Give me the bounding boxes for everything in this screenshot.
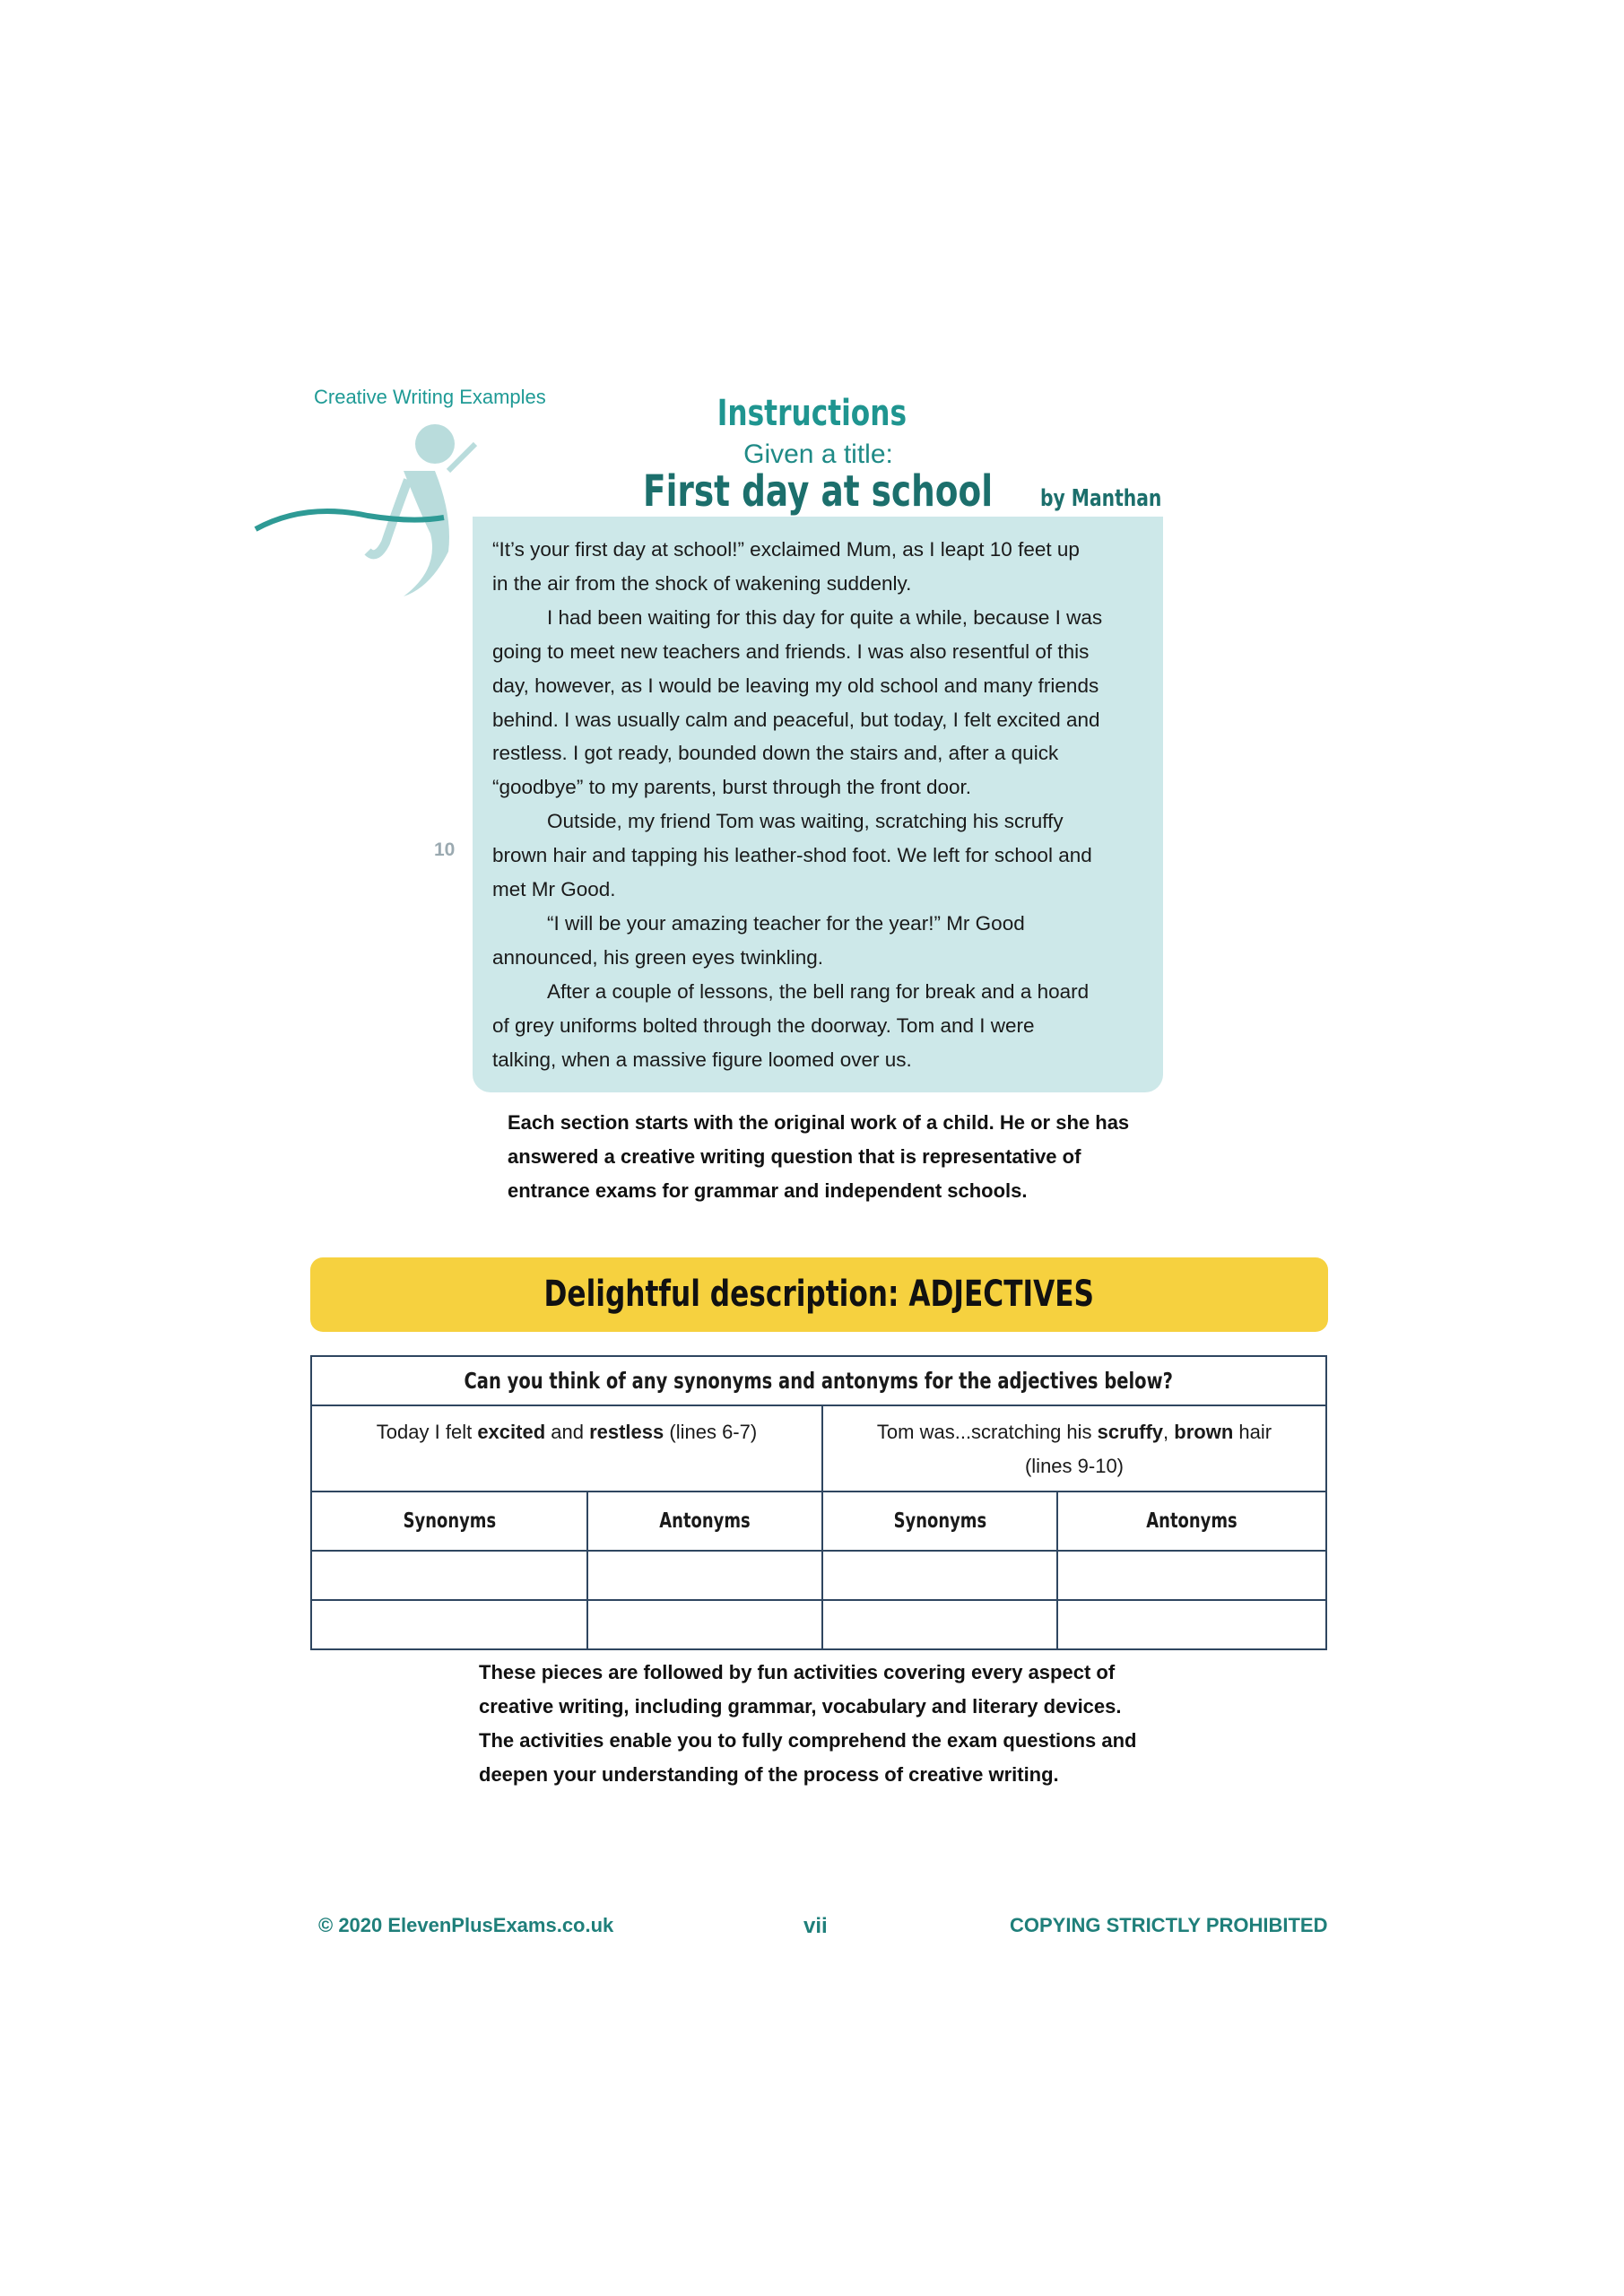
passage-line: behind. I was usually calm and peaceful, but today, I felt excited and (492, 708, 1100, 731)
story-title: First day at school (643, 466, 994, 517)
intro-line: Each section starts with the original work of a child. He or she has (508, 1111, 1130, 1134)
passage-line: day, however, as I would be leaving my old school and many friends (492, 674, 1099, 697)
outro-line: These pieces are followed by fun activities covering every aspect of (479, 1661, 1116, 1683)
given-title-label: Given a title: (743, 439, 893, 469)
header-antonyms: Antonyms (659, 1509, 751, 1533)
instructions-heading: Instructions (716, 393, 908, 434)
passage-line: I had been waiting for this day for quite a while, because I was (547, 605, 1103, 629)
answer-cell[interactable] (1057, 1551, 1326, 1600)
table-question: Can you think of any synonyms and antonyms for the adjectives below? (464, 1368, 1174, 1394)
page-number: vii (803, 1914, 828, 1938)
intro-paragraph (508, 1106, 1129, 1208)
answer-cell[interactable] (311, 1600, 587, 1649)
passage-line: of grey uniforms bolted through the doorway. Tom and I were (492, 1013, 1035, 1037)
right-prompt: Tom was...scratching his scruffy, brown hair (lines 9-10) (822, 1405, 1326, 1492)
passage-line: talking, when a massive figure loomed over us. (492, 1048, 912, 1071)
passage-line: announced, his green eyes twinkling. (492, 945, 823, 969)
passage-line: in the air from the shock of wakening suddenly. (492, 571, 912, 595)
left-prompt: Today I felt excited and restless (lines 6-7) (311, 1405, 822, 1492)
header-synonyms: Synonyms (403, 1509, 496, 1533)
adjectives-table (310, 1355, 1327, 1650)
outro-paragraph (479, 1656, 1137, 1792)
passage-line: “It’s your first day at school!” exclaimed Mum, as I leapt 10 feet up (492, 538, 1080, 561)
answer-cell[interactable] (587, 1600, 822, 1649)
outro-line: The activities enable you to fully comprehend the exam questions and (479, 1729, 1137, 1752)
passage-line: Outside, my friend Tom was waiting, scratching his scruffy (547, 810, 1064, 833)
outro-line: creative writing, including grammar, vocabulary and literary devices. (479, 1695, 1122, 1718)
answer-cell[interactable] (822, 1551, 1057, 1600)
passage-line: met Mr Good. (492, 878, 616, 901)
footer-notice: COPYING STRICTLY PROHIBITED (1010, 1914, 1328, 1936)
banner-title: Delightful description: ADJECTIVES (543, 1274, 1095, 1315)
passage-line: “I will be your amazing teacher for the year!” Mr Good (547, 911, 1025, 935)
passage-line: going to meet new teachers and friends. I was also resentful of this (492, 639, 1090, 663)
header-synonyms: Synonyms (893, 1509, 986, 1533)
passage-text (492, 533, 1102, 1077)
answer-cell[interactable] (1057, 1600, 1326, 1649)
passage-line: restless. I got ready, bounded down the stairs and, after a quick (492, 742, 1059, 765)
answer-cell[interactable] (822, 1600, 1057, 1649)
passage-line: After a couple of lessons, the bell rang for break and a hoard (547, 979, 1090, 1003)
intro-line: answered a creative writing question that is representative of (508, 1145, 1081, 1168)
passage-line: “goodbye” to my parents, burst through the front door. (492, 776, 972, 799)
footer-copyright: © 2020 ElevenPlusExams.co.uk (318, 1914, 614, 1936)
outro-line: deepen your understanding of the process of creative writing. (479, 1763, 1059, 1786)
section-label: Creative Writing Examples (314, 386, 546, 408)
passage-line: brown hair and tapping his leather-shod foot. We left for school and (492, 844, 1092, 867)
section-banner (310, 1257, 1328, 1332)
intro-line: entrance exams for grammar and independent schools. (508, 1179, 1028, 1202)
header-antonyms: Antonyms (1146, 1509, 1238, 1533)
author-byline: by Manthan (1040, 485, 1162, 512)
answer-cell[interactable] (587, 1551, 822, 1600)
answer-cell[interactable] (311, 1551, 587, 1600)
line-number: 10 (434, 839, 456, 860)
